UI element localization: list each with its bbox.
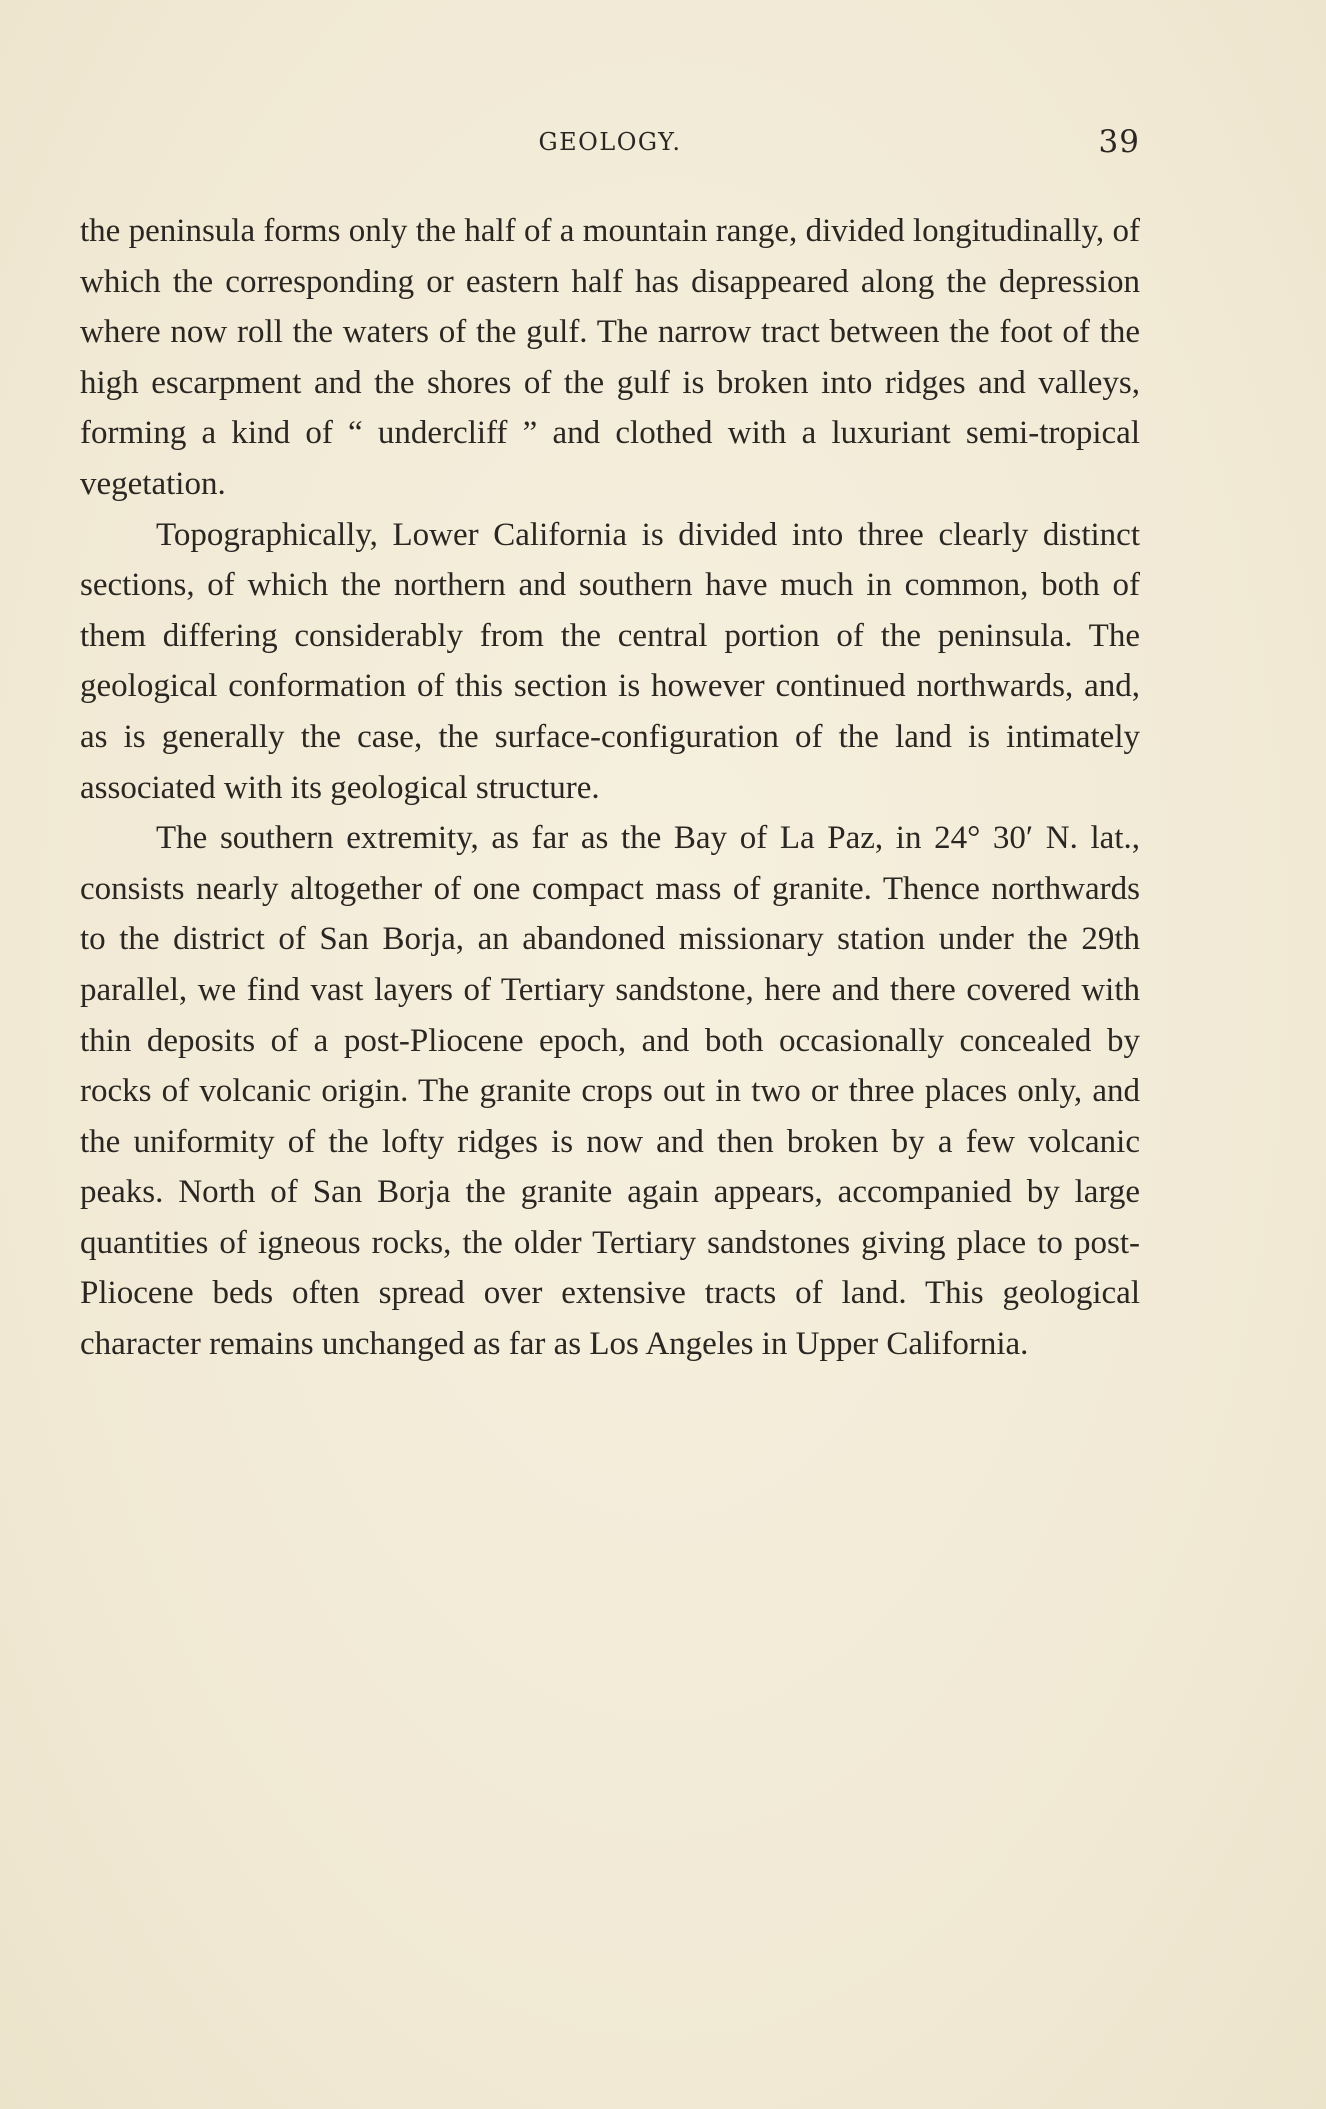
paragraph-geology: The southern extremity, as far as the Bay of La Paz, in 24° 30′ N. lat., consists nearly altogether of one compact mass of granite. Thence northwards to the district of San Borja, an abandoned missionary station under the 29th parallel, we find vast layers of Tertiary sandstone, here and there covered with thin deposits of a post-Pliocene epoch, and both occasionally concealed by rocks of volcanic origin. The granite crops out in two or three places only, and the uniformity of the lofty ridges is now and then broken by a few volcanic peaks. North of San Borja the granite again appears, accompanied by large quantities of igneous rocks, the older Tertiary sandstones giving place to post-Pliocene beds often spread over extensive tracts of land. This geological character remains unchanged as far as Los Angeles in Upper California. (80, 820, 1140, 1363)
page-header (80, 124, 1140, 168)
page-number: 39 (1098, 124, 1140, 160)
paragraph-topography: Topographically, Lower California is divided into three clearly distinct sections, of which the northern and southern have much in common, both of them differing considerably from the central portion of the peninsula. The geological conformation of this section is however continued northwards, and, as is generally the case, the surface-configuration of the land is intimately associated with its geological structure. (80, 516, 1140, 806)
paragraph-continued: the peninsula forms only the half of a mountain range, divided longitudinally, of which the corresponding or eastern half has disappeared along the depression where now roll the waters of the gulf. The narrow tract between the foot of the high escarpment and the shores of the gulf is broken into ridges and valleys, forming a kind of “ undercliff ” and clothed with a luxuriant semi-tropical vegetation. (80, 213, 1140, 502)
running-head: GEOLOGY. (538, 128, 682, 156)
body-text (80, 206, 1140, 1370)
